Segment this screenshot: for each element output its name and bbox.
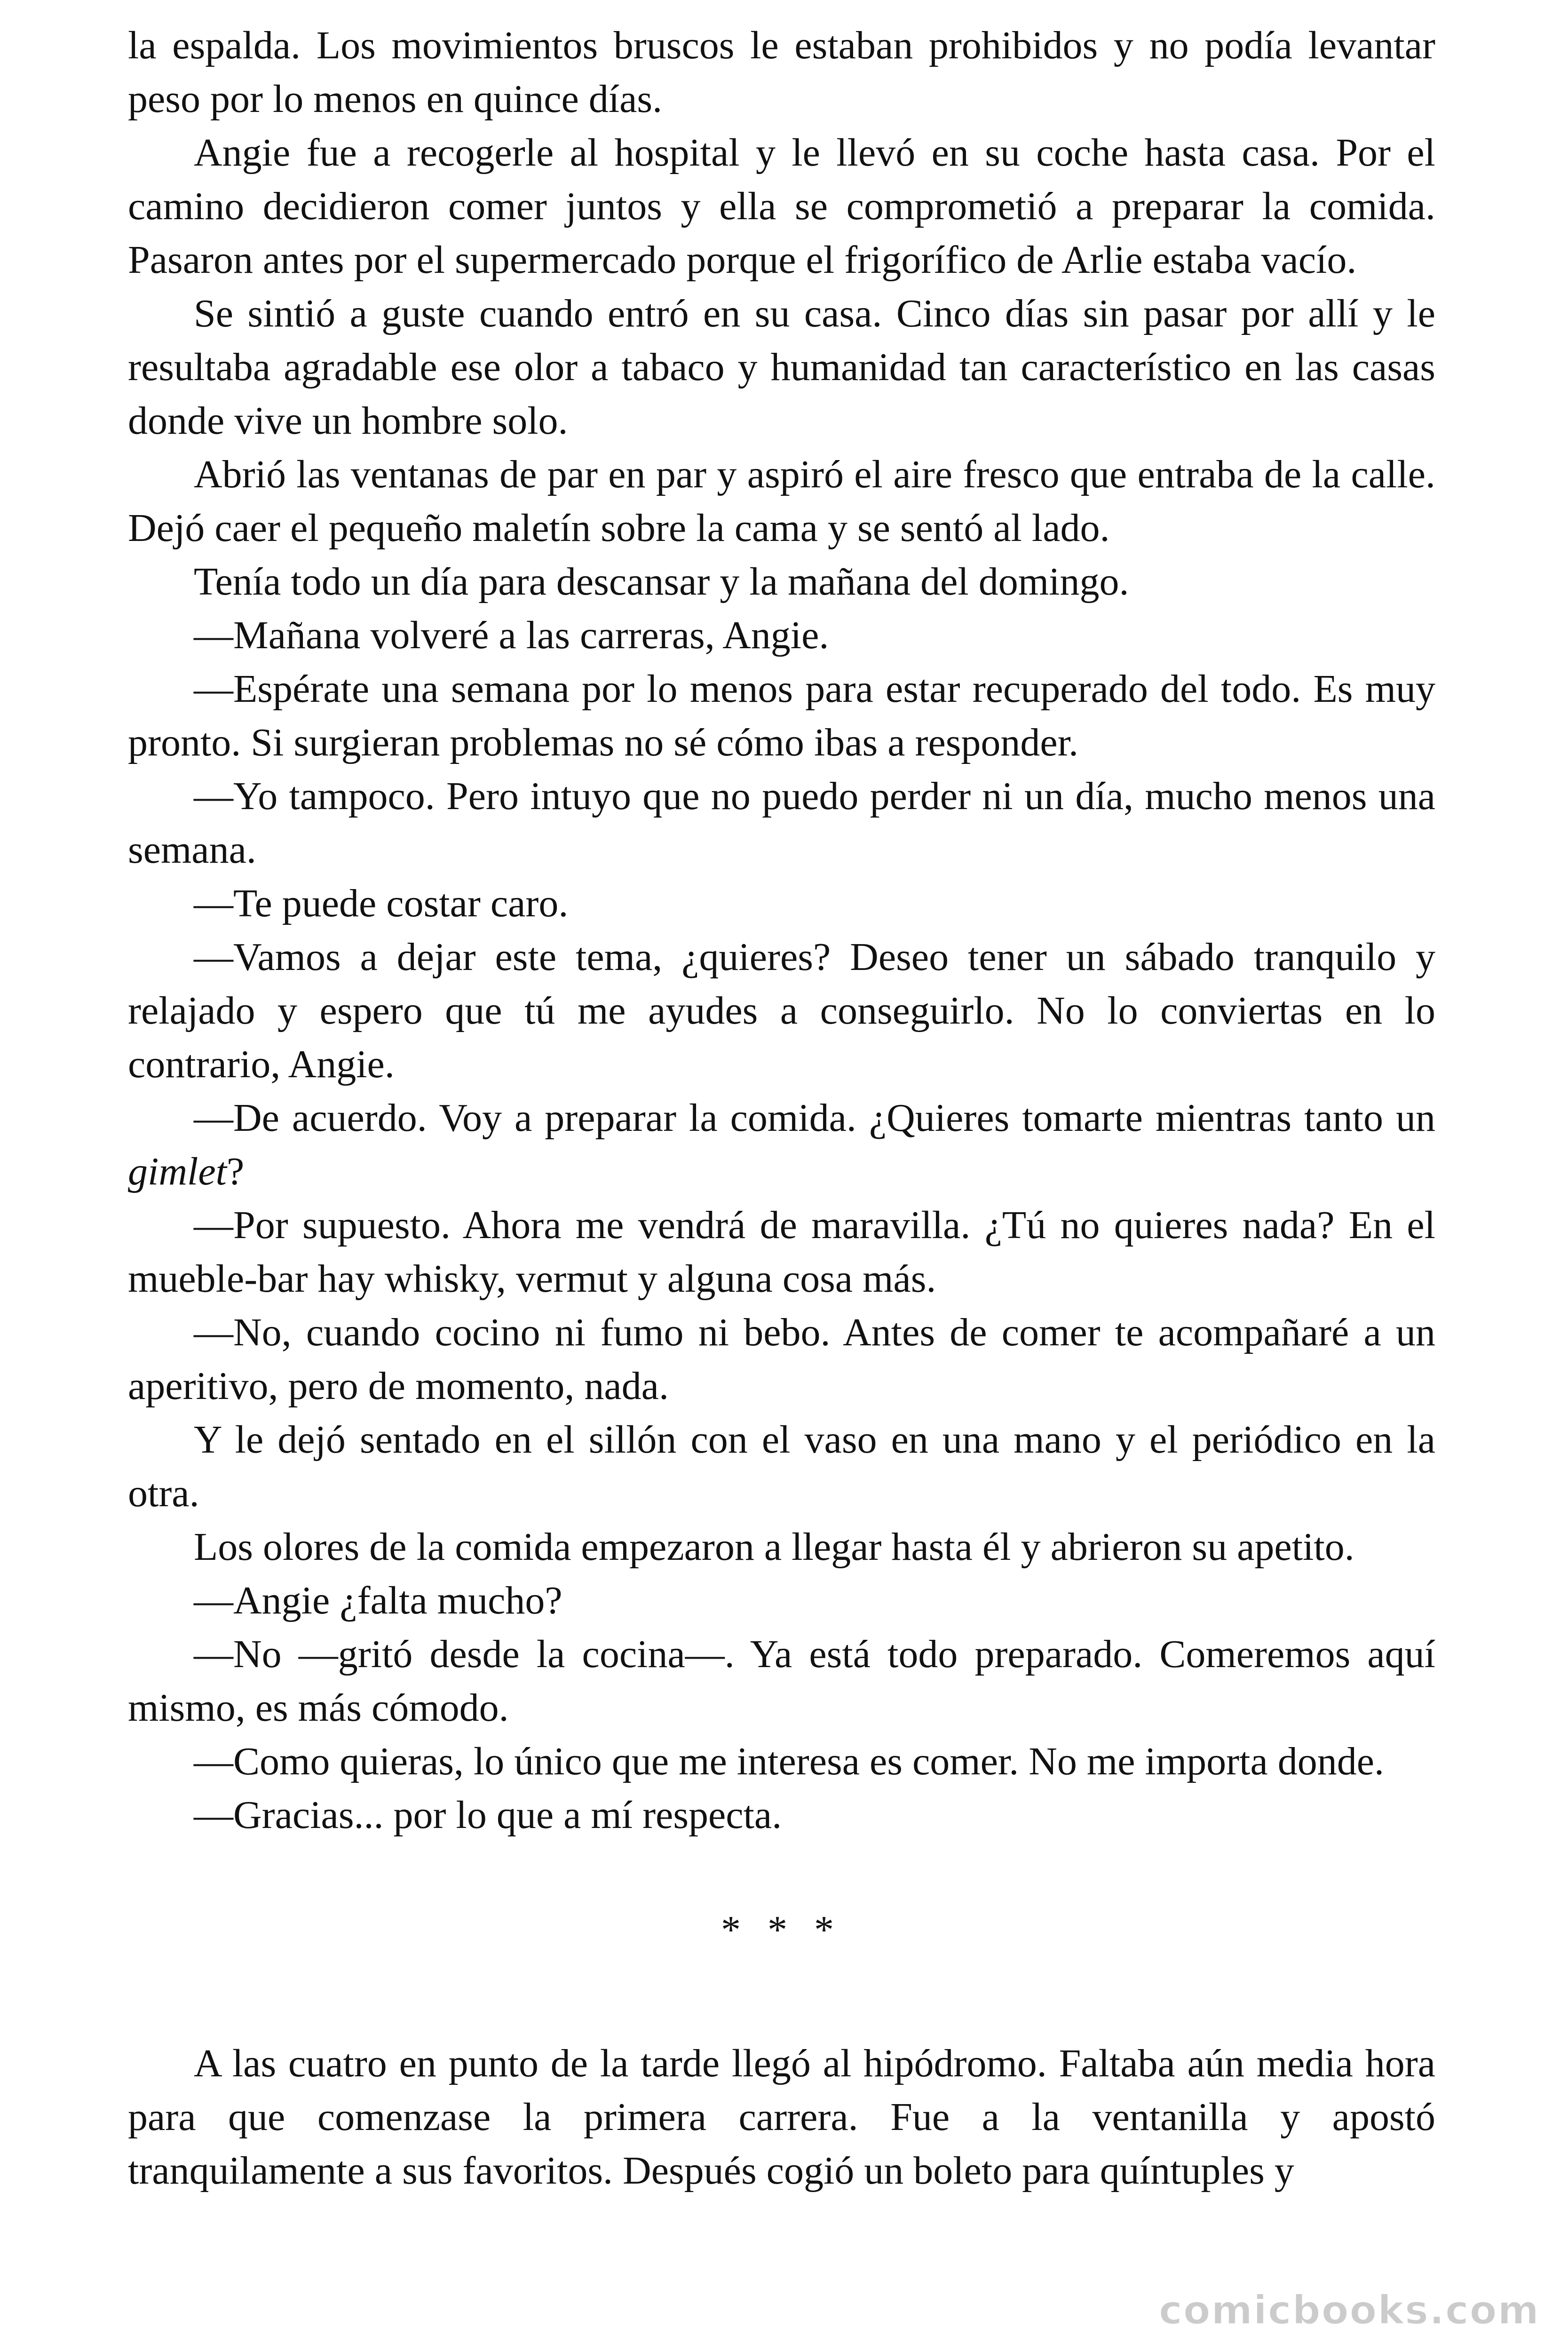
- paragraph-10-text-after: ?: [226, 1150, 245, 1193]
- paragraph-12: —No, cuando cocino ni fumo ni bebo. Antes de comer te acompañaré a un aperitivo, pero de momento, nada.: [128, 1311, 1435, 1408]
- paragraph-0: la espalda. Los movimientos bruscos le estaban prohibidos y no podía levantar peso por lo menos en quince días.: [128, 24, 1435, 121]
- paragraph-18: —Gracias... por lo que a mí respecta.: [194, 1793, 782, 1837]
- paragraph-3: Abrió las ventanas de par en par y aspiró el aire fresco que entraba de la calle. Dejó caer el pequeño maletín sobre la cama y se sentó al lado.: [128, 453, 1435, 550]
- paragraph-5: —Mañana volveré a las carreras, Angie.: [194, 613, 829, 657]
- paragraph-17: —Como quieras, lo único que me interesa es comer. No me importa donde.: [194, 1740, 1385, 1783]
- scene-separator: * * *: [721, 1908, 842, 1952]
- paragraph-2: Se sintió a guste cuando entró en su casa. Cinco días sin pasar por allí y le resultaba agradable ese olor a tabaco y humanidad tan característico en las casas donde vive un hombre solo.: [128, 292, 1435, 443]
- paragraph-10: [128, 1091, 1435, 1199]
- paragraph-15: —Angie ¿falta mucho?: [194, 1579, 562, 1622]
- paragraph-16: —No —gritó desde la cocina—. Ya está todo preparado. Comeremos aquí mismo, es más cómodo.: [128, 1632, 1435, 1730]
- paragraph-10-text-before: —De acuerdo. Voy a preparar la comida. ¿Quieres tomarte mientras tanto un: [194, 1096, 1435, 1140]
- paragraph-1: Angie fue a recogerle al hospital y le llevó en su coche hasta casa. Por el camino decidieron comer juntos y ella se comprometió a preparar la comida. Pasaron antes por el supermercado porque el frigorífico de Arlie estaba vacío.: [128, 131, 1435, 282]
- paragraph-11: —Por supuesto. Ahora me vendrá de maravilla. ¿Tú no quieres nada? En el mueble-bar hay whisky, vermut y alguna cosa más.: [128, 1203, 1435, 1301]
- paragraph-7: —Yo tampoco. Pero intuyo que no puedo perder ni un día, mucho menos una semana.: [128, 774, 1435, 872]
- paragraph-9: —Vamos a dejar este tema, ¿quieres? Deseo tener un sábado tranquilo y relajado y espero que tú me ayudes a conseguirlo. No lo conviertas en lo contrario, Angie.: [128, 935, 1435, 1086]
- paragraph-13: Y le dejó sentado en el sillón con el vaso en una mano y el periódico en la otra.: [128, 1418, 1435, 1515]
- paragraph-8: —Te puede costar caro.: [194, 882, 569, 925]
- watermark-logo: comicbooks.com: [1159, 2287, 1540, 2333]
- paragraph-4: Tenía todo un día para descansar y la mañana del domingo.: [194, 560, 1129, 604]
- paragraph-19: A las cuatro en punto de la tarde llegó al hipódromo. Faltaba aún media hora para que comenzase la primera carrera. Fue a la ventanilla y apostó tranquilamente a sus favoritos. Después cogió un boleto para quíntuples y: [128, 2042, 1435, 2193]
- paragraph-14: Los olores de la comida empezaron a llegar hasta él y abrieron su apetito.: [194, 1525, 1354, 1569]
- paragraph-6: —Espérate una semana por lo menos para estar recuperado del todo. Es muy pronto. Si surgieran problemas no sé cómo ibas a responder.: [128, 667, 1435, 764]
- book-page: [128, 19, 1435, 2198]
- paragraph-10-italic-word: gimlet: [128, 1150, 227, 1193]
